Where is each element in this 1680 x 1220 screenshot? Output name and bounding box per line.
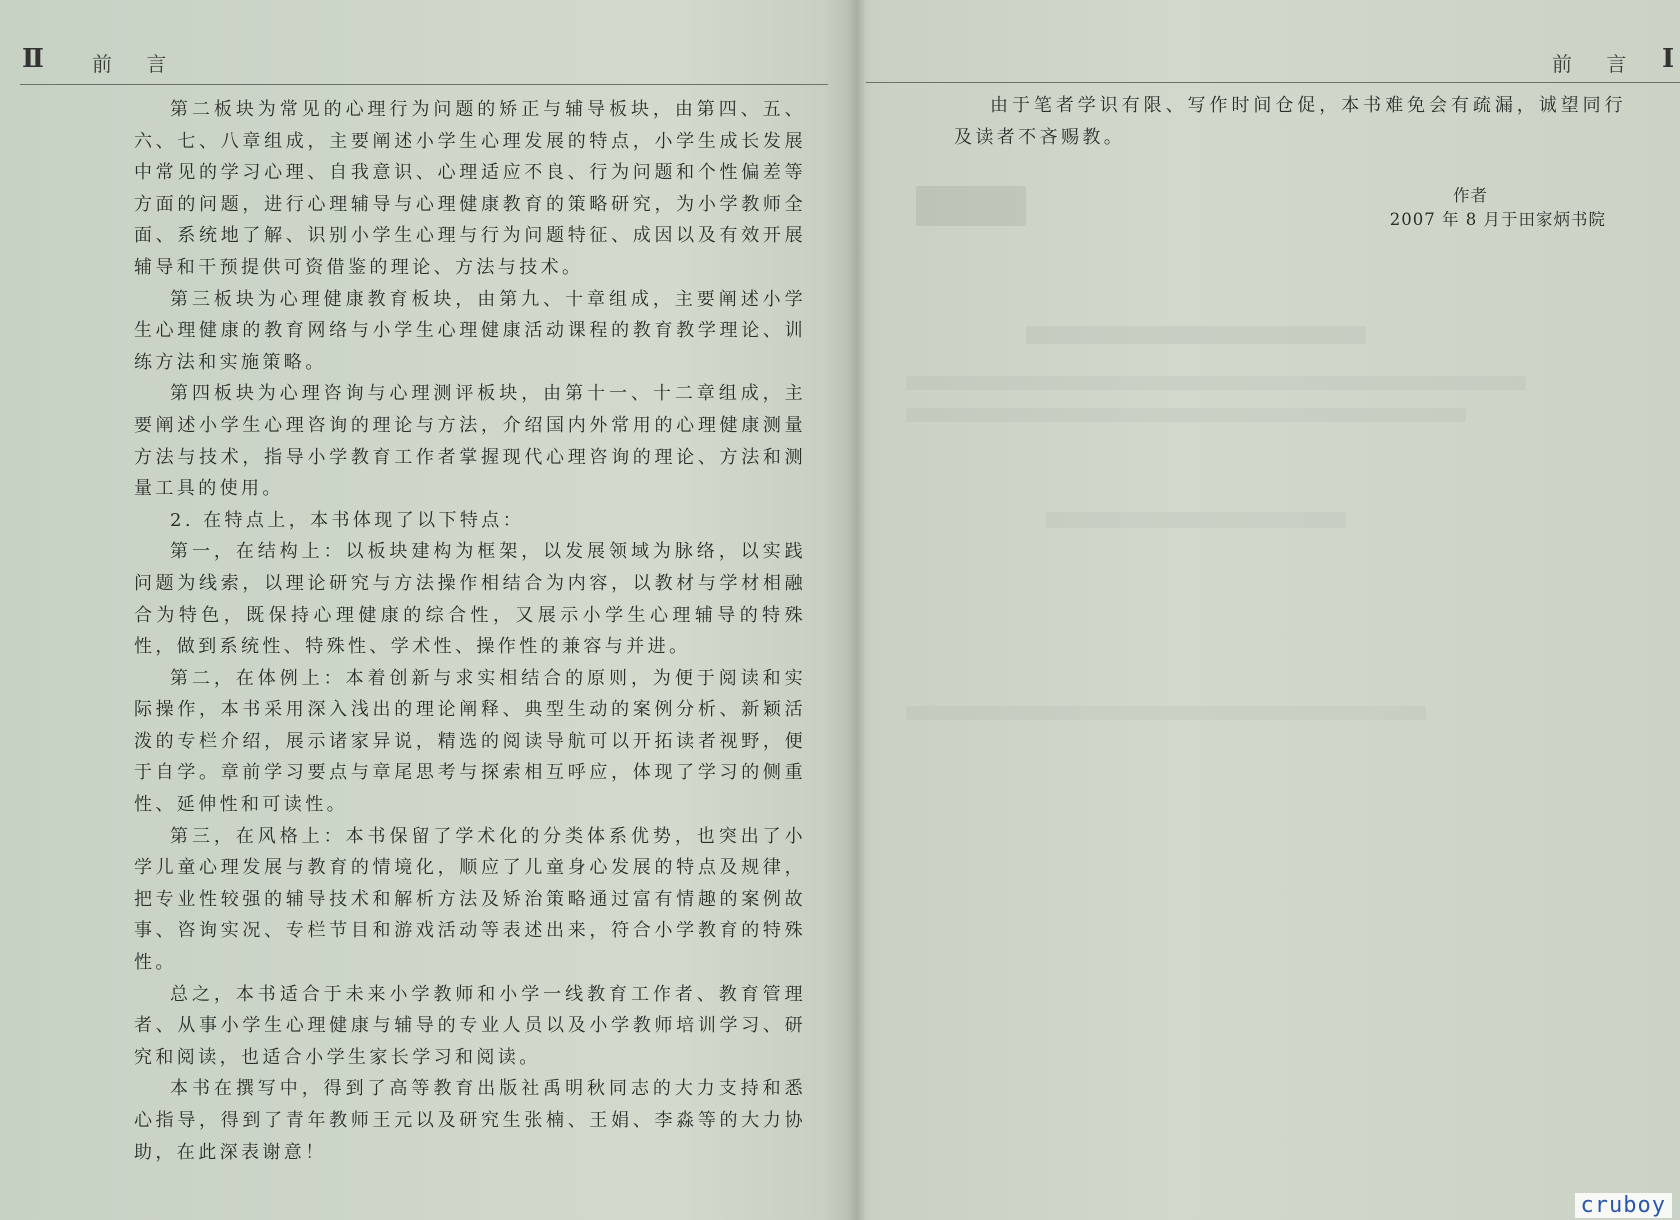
body-text bbox=[134, 94, 806, 1168]
paragraph: 总之，本书适合于未来小学教师和小学一线教育工作者、教育管理者、从事小学生心理健康与辅导的专业人员以及小学教师培训学习、研究和阅读，也适合小学生家长学习和阅读。 bbox=[134, 983, 806, 1068]
page-number: Ⅱ bbox=[22, 44, 44, 74]
signature-date: 2007 年 8 月于田家炳书院 bbox=[1389, 210, 1606, 229]
header-rule bbox=[866, 82, 1680, 83]
paragraph: 第三，在风格上：本书保留了学术化的分类体系优势，也突出了小学儿童心理发展与教育的情境化，顺应了儿童身心发展的特点及规律，把专业性较强的辅导技术和解析方法及矫治策略通过富有情趣的案例故事、咨询实况、专栏节目和游戏活动等表述出来，符合小学教育的特殊性。 bbox=[134, 825, 806, 974]
paragraph: 第一，在结构上：以板块建构为框架，以发展领域为脉络，以实践问题为线索，以理论研究与方法操作相结合为内容，以教材与学材相融合为特色，既保持心理健康的综合性，又展示小学生心理辅导的特殊性，做到系统性、特殊性、学术性、操作性的兼容与并进。 bbox=[134, 541, 806, 658]
paragraph: 由于笔者学识有限、写作时间仓促，本书难免会有疏漏，诚望同行及读者不吝赐教。 bbox=[954, 95, 1626, 148]
paragraph: 第二，在体例上：本着创新与求实相结合的原则，为便于阅读和实际操作，本书采用深入浅出的理论阐释、典型生动的案例分析、新颖活泼的专栏介绍，展示诸家异说，精选的阅读导航可以开拓读者视野，便于自学。章前学习要点与章尾思考与探索相互呼应，体现了学习的侧重性、延伸性和可读性。 bbox=[134, 667, 806, 816]
running-header: 前 言 bbox=[92, 52, 181, 76]
watermark: cruboy bbox=[1575, 1193, 1672, 1218]
show-through-mark bbox=[1026, 326, 1366, 344]
paragraph: 2. 在特点上，本书体现了以下特点： bbox=[170, 509, 525, 531]
header-rule bbox=[20, 84, 828, 85]
paragraph: 第三板块为心理健康教育板块，由第九、十章组成，主要阐述小学生心理健康的教育网络与小学生心理健康活动课程的教育教学理论、训练方法和实施策略。 bbox=[134, 288, 806, 373]
book-gutter bbox=[848, 0, 866, 1220]
running-header: 前 言 bbox=[1552, 52, 1641, 76]
paragraph: 第四板块为心理咨询与心理测评板块，由第十一、十二章组成，主要阐述小学生心理咨询的理论与方法，介绍国内外常用的心理健康测量方法与技术，指导小学教育工作者掌握现代心理咨询的理论、方法和测量工具的使用。 bbox=[134, 383, 806, 500]
show-through-mark bbox=[906, 376, 1526, 390]
signature-author: 作者 bbox=[1453, 186, 1488, 205]
body-text bbox=[954, 90, 1626, 153]
paragraph: 本书在撰写中，得到了高等教育出版社禹明秋同志的大力支持和悉心指导，得到了青年教师王元以及研究生张楠、王娟、李淼等的大力协助，在此深表谢意！ bbox=[134, 1078, 806, 1163]
page-number: Ⅰ bbox=[1662, 44, 1675, 74]
show-through-mark bbox=[906, 408, 1466, 422]
show-through-mark bbox=[1046, 512, 1346, 528]
show-through-mark bbox=[916, 186, 1026, 226]
show-through-mark bbox=[906, 706, 1426, 720]
paragraph: 第二板块为常见的心理行为问题的矫正与辅导板块，由第四、五、六、七、八章组成，主要阐述小学生心理发展的特点，小学生成长发展中常见的学习心理、自我意识、心理适应不良、行为问题和个性偏差等方面的问题，进行心理辅导与心理健康教育的策略研究，为小学教师全面、系统地了解、识别小学生心理与行为问题特征、成因以及有效开展辅导和干预提供可资借鉴的理论、方法与技术。 bbox=[134, 99, 806, 278]
right-page bbox=[866, 0, 1680, 1220]
